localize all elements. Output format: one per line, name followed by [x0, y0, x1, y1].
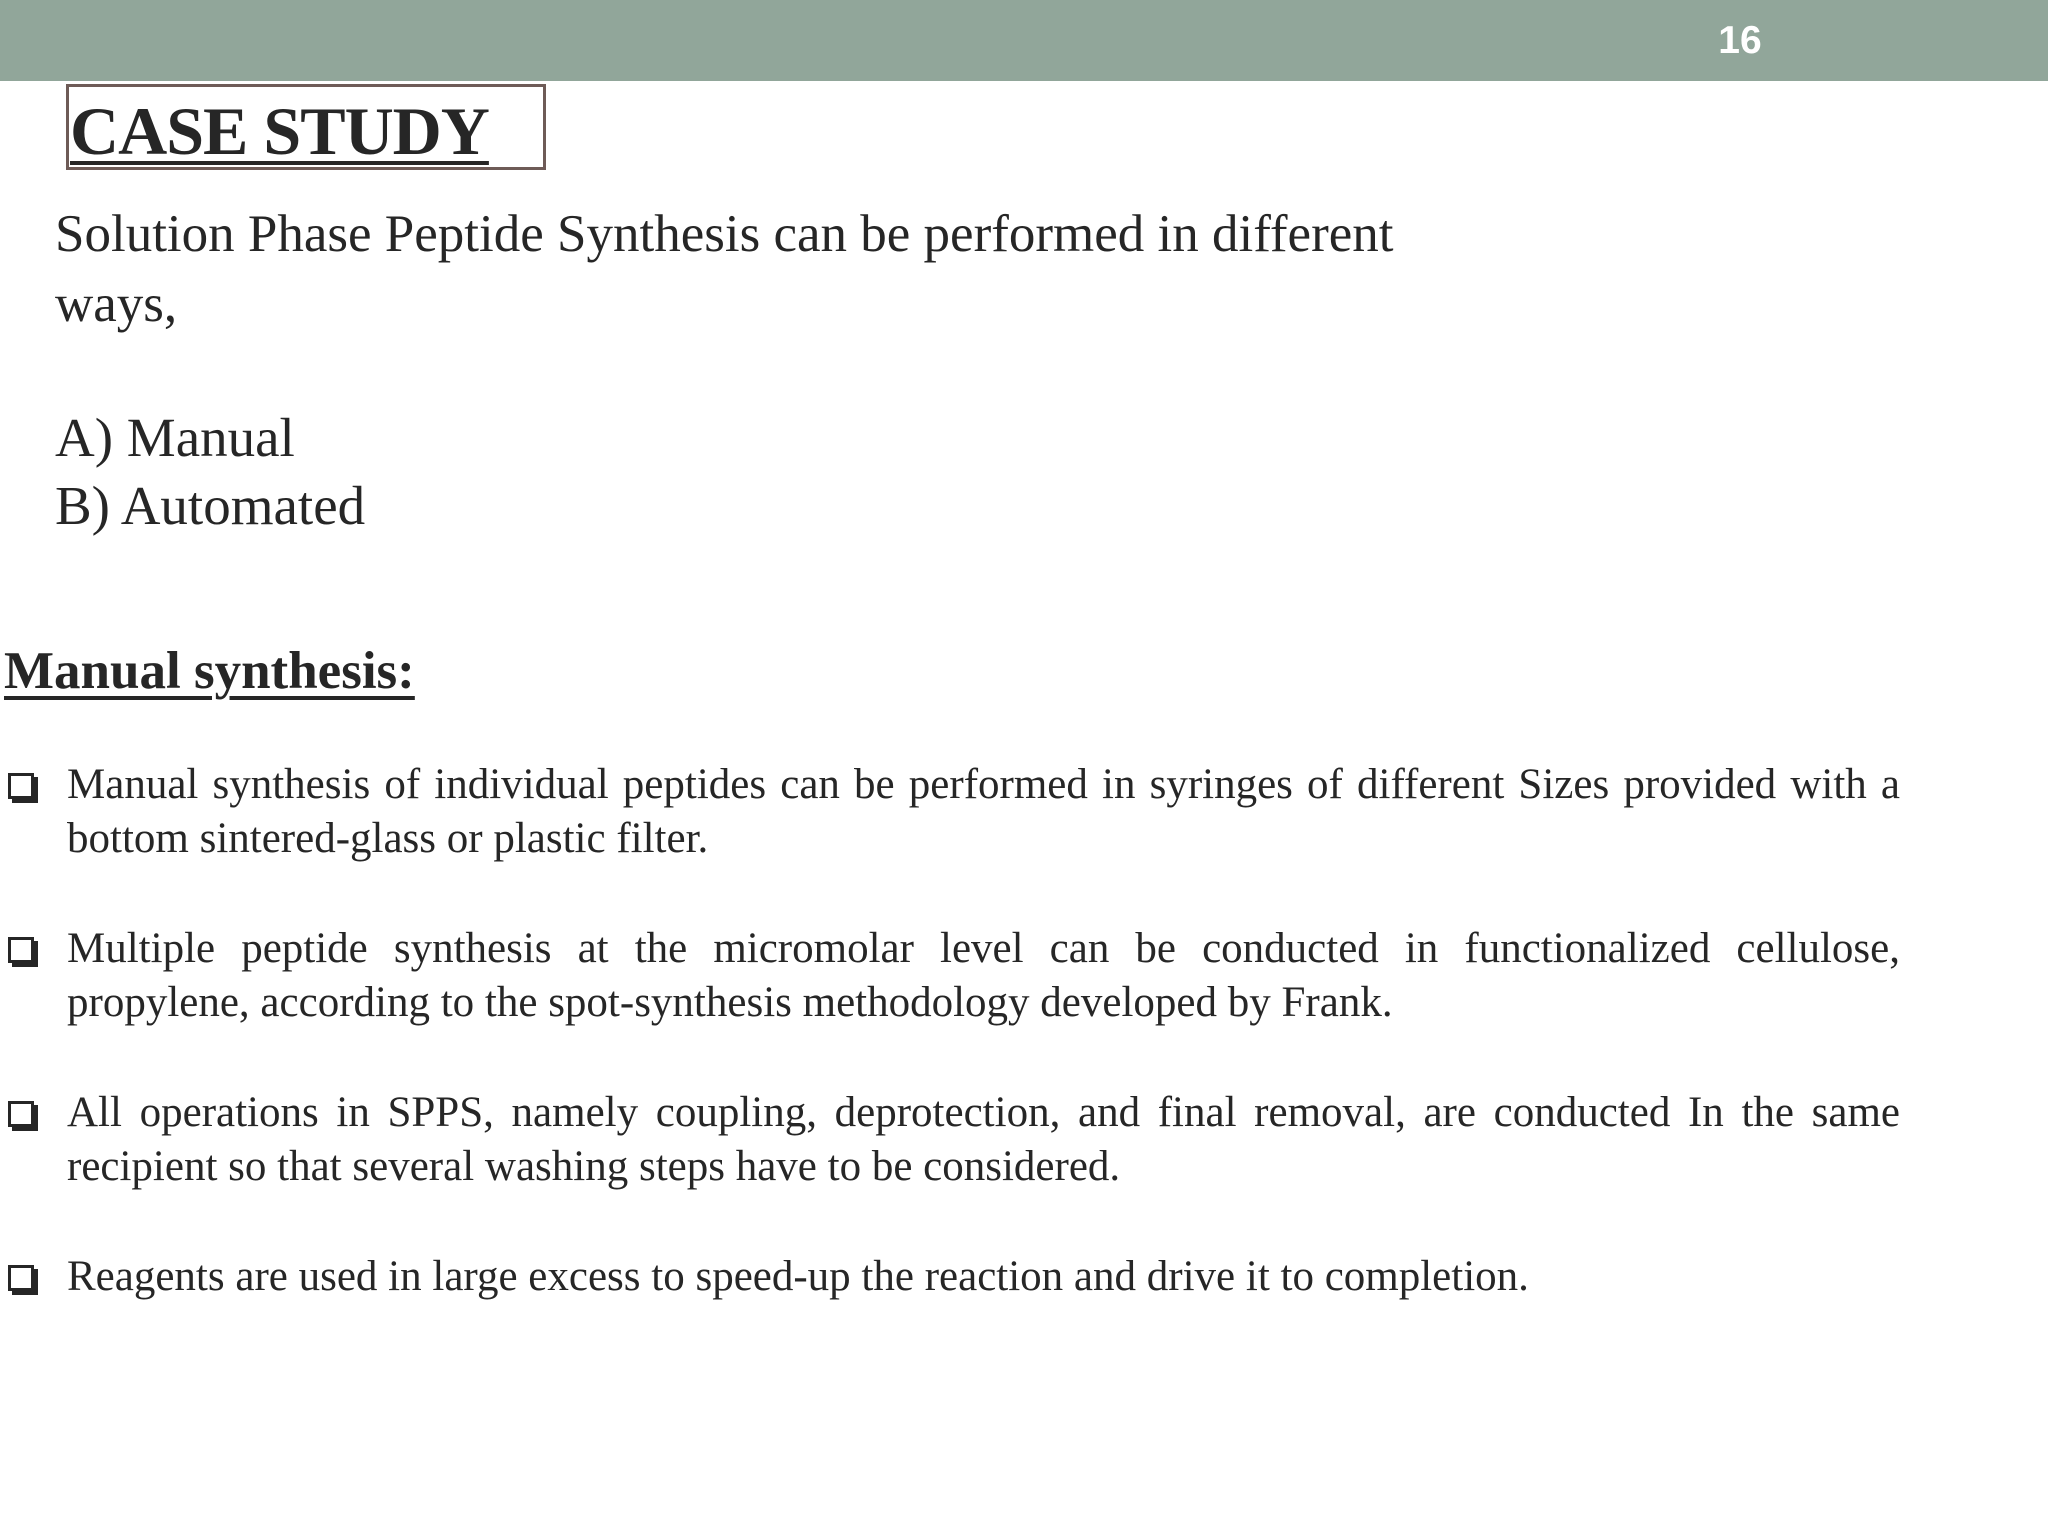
checkbox-bullet-icon [8, 1101, 34, 1127]
bullet-text: Multiple peptide synthesis at the micromolar level can be conducted in functionalized cellulose, propylene, according to the spot-synthesis methodology developed by Frank. [67, 925, 1900, 1026]
bullet-item [0, 1086, 1900, 1194]
header-bar [0, 0, 2048, 81]
bullet-item [0, 1250, 1900, 1304]
checkbox-bullet-icon [8, 1265, 34, 1291]
option-automated: B) Automated [55, 475, 366, 536]
checkbox-bullet-icon [8, 937, 34, 963]
bullet-item [0, 922, 1900, 1030]
slide-number: 16 [1718, 19, 1762, 62]
bullet-text: All operations in SPPS, namely coupling, deprotection, and final removal, are conducted In the same recipient so that several washing steps have to be considered. [67, 1089, 1900, 1190]
bullet-list [0, 758, 1900, 1360]
bullet-text: Reagents are used in large excess to speed-up the reaction and drive it to completion. [67, 1253, 1529, 1300]
bullet-text: Manual synthesis of individual peptides can be performed in syringes of different Sizes provided with a bottom sintered-glass or plastic filter. [67, 761, 1900, 862]
bullet-item [0, 758, 1900, 866]
checkbox-bullet-icon [8, 773, 34, 799]
intro-text: Solution Phase Peptide Synthesis can be performed in different ways, [55, 205, 1394, 333]
synthesis-options-list [55, 404, 365, 540]
slide-title: CASE STUDY [70, 93, 489, 169]
section-heading: Manual synthesis: [4, 642, 415, 700]
option-manual: A) Manual [55, 407, 295, 468]
